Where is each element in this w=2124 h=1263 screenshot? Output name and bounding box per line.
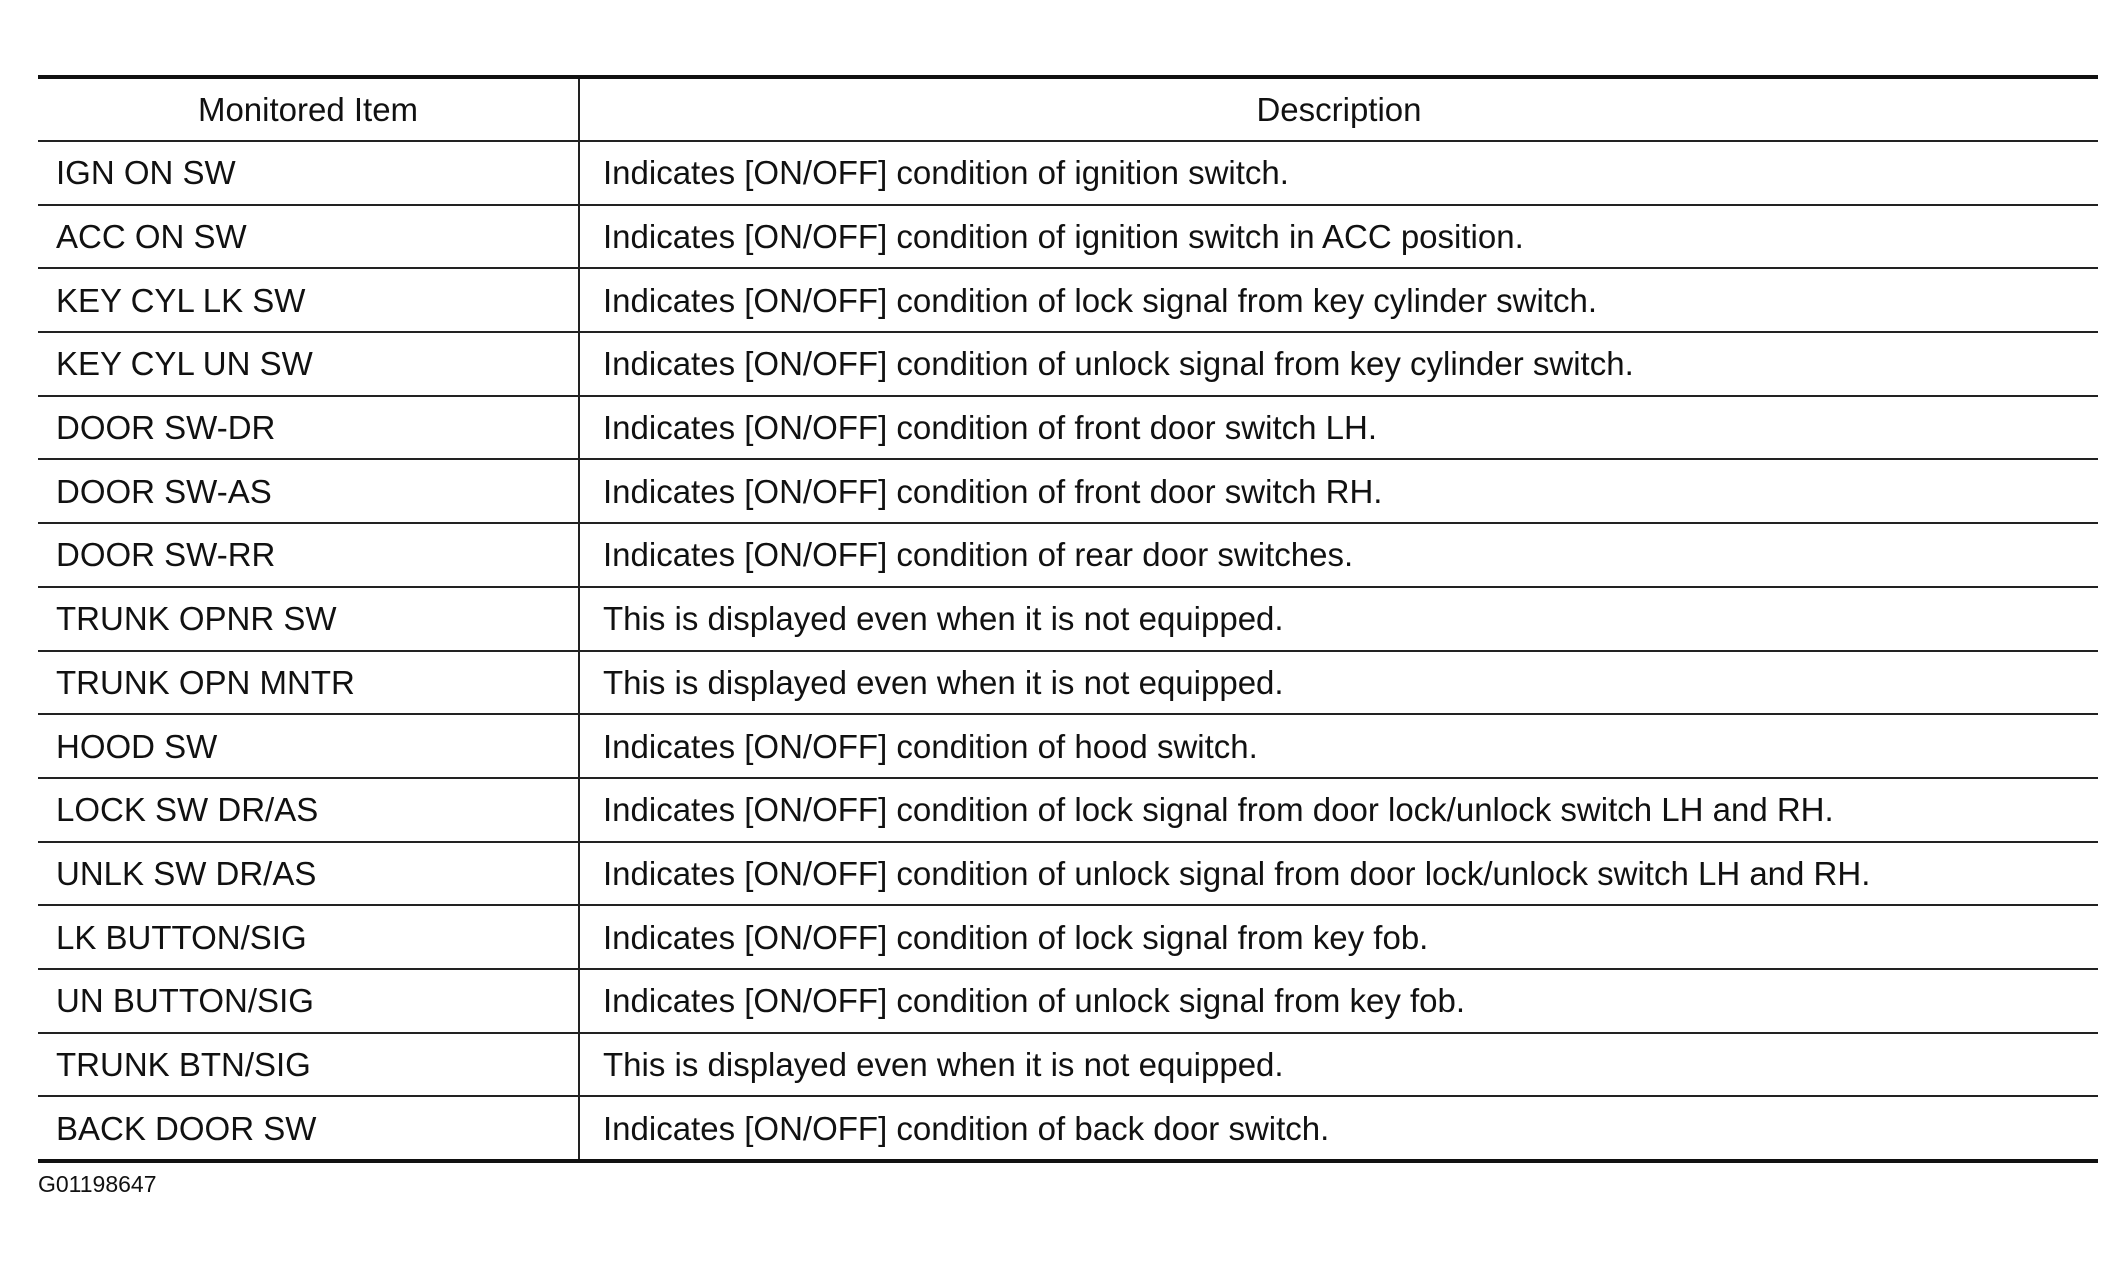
table-row (38, 1096, 2098, 1161)
header-monitored-item: Monitored Item (38, 77, 579, 141)
table-row (38, 969, 2098, 1033)
table-row (38, 141, 2098, 205)
table-row (38, 842, 2098, 906)
table-row (38, 587, 2098, 651)
description-cell: Indicates [ON/OFF] condition of unlock signal from door lock/unlock switch LH and RH. (579, 842, 2098, 906)
table-row (38, 268, 2098, 332)
monitored-item-cell: IGN ON SW (38, 141, 579, 205)
table-row (38, 1033, 2098, 1097)
description-cell: Indicates [ON/OFF] condition of lock signal from key fob. (579, 905, 2098, 969)
table-row (38, 778, 2098, 842)
description-cell: Indicates [ON/OFF] condition of unlock signal from key cylinder switch. (579, 332, 2098, 396)
monitored-item-cell: TRUNK OPNR SW (38, 587, 579, 651)
monitored-item-cell: KEY CYL LK SW (38, 268, 579, 332)
monitored-item-cell: UNLK SW DR/AS (38, 842, 579, 906)
description-cell: Indicates [ON/OFF] condition of rear door switches. (579, 523, 2098, 587)
description-cell: Indicates [ON/OFF] condition of lock signal from door lock/unlock switch LH and RH. (579, 778, 2098, 842)
description-cell: Indicates [ON/OFF] condition of back door switch. (603, 1109, 1330, 1147)
monitored-item-cell: UN BUTTON/SIG (38, 969, 579, 1033)
monitored-item-cell: ACC ON SW (38, 205, 579, 269)
header-description: Description (579, 77, 2098, 141)
monitored-item-cell: TRUNK OPN MNTR (38, 651, 579, 715)
table-row (38, 714, 2098, 778)
monitor-table-container (38, 75, 2098, 1163)
description-cell: Indicates [ON/OFF] condition of front door switch RH. (579, 459, 2098, 523)
description-cell: Indicates [ON/OFF] condition of front door switch LH. (579, 396, 2098, 460)
description-cell: Indicates [ON/OFF] condition of ignition switch. (579, 141, 2098, 205)
description-cell: Indicates [ON/OFF] condition of ignition switch in ACC position. (579, 205, 2098, 269)
table-row (38, 905, 2098, 969)
table-row (38, 332, 2098, 396)
monitored-item-cell: DOOR SW-DR (38, 396, 579, 460)
description-cell: Indicates [ON/OFF] condition of hood switch. (579, 714, 2098, 778)
monitored-item-cell: LOCK SW DR/AS (38, 778, 579, 842)
table-row (38, 205, 2098, 269)
monitored-item-cell: BACK DOOR SW (38, 1096, 579, 1161)
figure-id: G01198647 (38, 1171, 157, 1197)
monitored-item-cell: KEY CYL UN SW (38, 332, 579, 396)
description-cell: This is displayed even when it is not equipped. (579, 1033, 2098, 1097)
description-cell: Indicates [ON/OFF] condition of unlock signal from key fob. (579, 969, 2098, 1033)
table-row (38, 523, 2098, 587)
description-cell: This is displayed even when it is not equipped. (579, 651, 2098, 715)
description-cell: Indicates [ON/OFF] condition of lock signal from key cylinder switch. (579, 268, 2098, 332)
monitored-item-cell: DOOR SW-AS (38, 459, 579, 523)
monitored-item-cell: DOOR SW-RR (38, 523, 579, 587)
description-cell: This is displayed even when it is not equipped. (579, 587, 2098, 651)
table-row (38, 459, 2098, 523)
monitored-item-cell: LK BUTTON/SIG (38, 905, 579, 969)
monitor-table (38, 75, 2098, 1163)
table-row (38, 396, 2098, 460)
table-body (38, 141, 2098, 1161)
monitored-item-cell: HOOD SW (38, 714, 579, 778)
table-row (38, 651, 2098, 715)
monitored-item-cell: TRUNK BTN/SIG (38, 1033, 579, 1097)
table-header-row (38, 77, 2098, 141)
